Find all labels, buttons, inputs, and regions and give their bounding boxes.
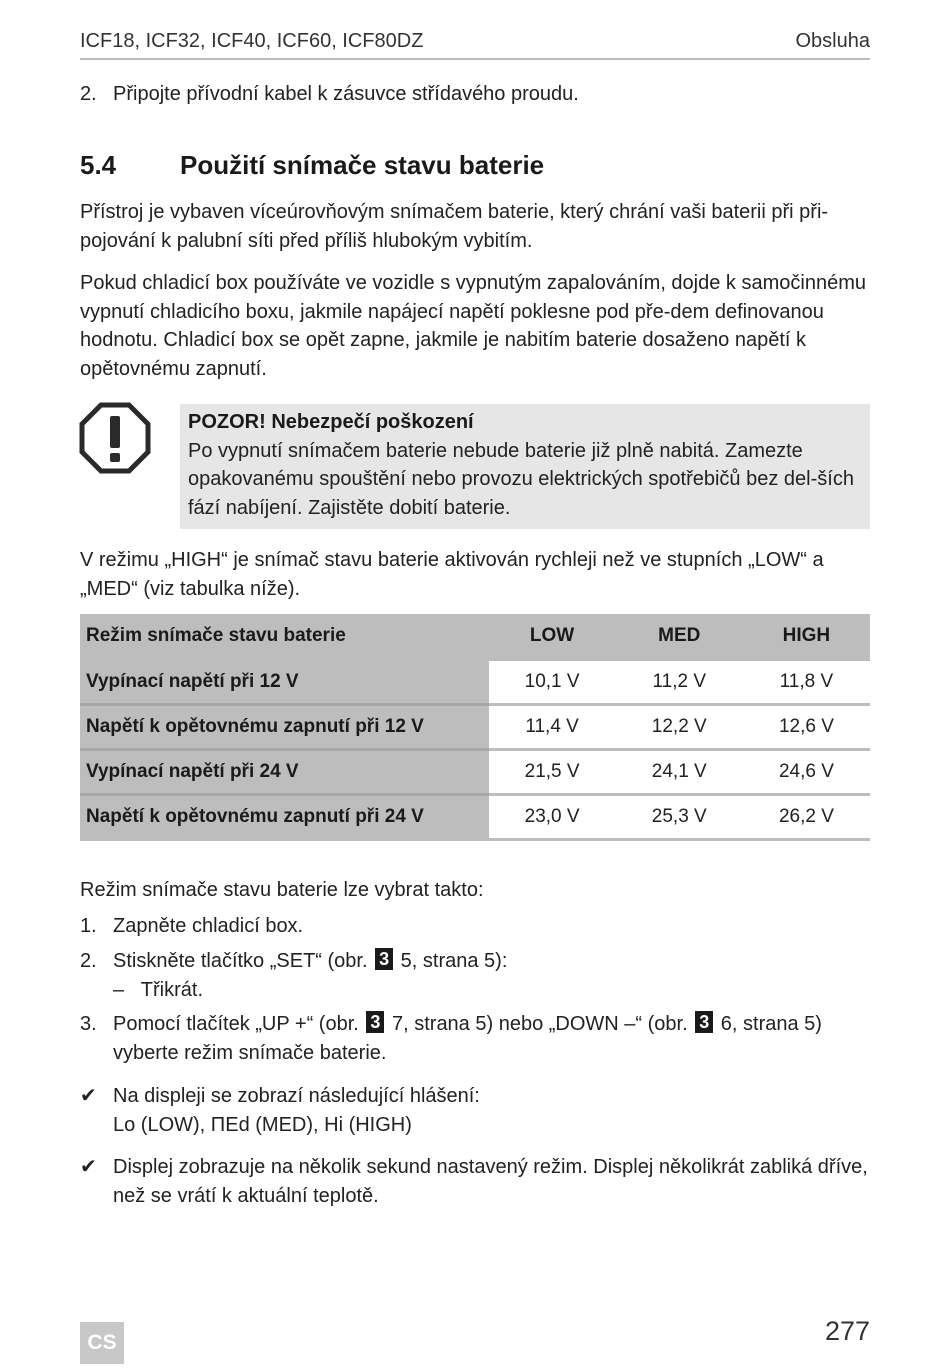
cell-high: 11,8 V <box>743 659 870 704</box>
row-label: Napětí k opětovnému zapnutí při 12 V <box>80 704 489 749</box>
warning-octagon-icon <box>79 402 151 474</box>
language-badge: CS <box>80 1322 124 1364</box>
page-header <box>80 30 870 60</box>
mode-note: V režimu „HIGH“ je snímač stavu baterie aktivován rychleji než ve stupních „LOW“ a „MED“ (viz tabulka níže). <box>80 549 824 600</box>
cell-low: 11,4 V <box>489 704 616 749</box>
cell-high: 26,2 V <box>743 794 870 839</box>
figure-badge: 3 <box>695 1011 713 1033</box>
check-text: Displej zobrazuje na několik sekund nastavený režim. Displej několikrát zabliká dříve, než se vrátí k aktuální teplotě. <box>113 1156 868 1207</box>
row-label: Napětí k opětovnému zapnutí při 24 V <box>80 794 489 839</box>
figure-badge: 3 <box>375 948 393 970</box>
checkmark-icon: ✔ <box>80 1085 97 1107</box>
step-number: 3. <box>80 1013 97 1035</box>
figure-badge: 3 <box>366 1011 384 1033</box>
warning-title: POZOR! Nebezpečí poškození <box>188 411 474 433</box>
header-models: ICF18, ICF32, ICF40, ICF60, ICF80DZ <box>80 30 424 52</box>
step-text-mid: 7, strana 5) nebo „DOWN –“ (obr. <box>391 1013 688 1035</box>
step-text-post: 5, strana 5): <box>400 950 508 972</box>
cell-low: 23,0 V <box>489 794 616 839</box>
section-title: Použití snímače stavu baterie <box>180 150 545 180</box>
table-header-med: MED <box>616 614 743 659</box>
step-number: 1. <box>80 915 97 937</box>
cell-med: 25,3 V <box>616 794 743 839</box>
substep <box>113 976 873 1005</box>
cell-low: 21,5 V <box>489 749 616 794</box>
checkmark-icon: ✔ <box>80 1156 97 1178</box>
table-row <box>80 749 870 794</box>
cell-med: 24,1 V <box>616 749 743 794</box>
section-number: 5.4 <box>80 150 117 180</box>
table-header-row <box>80 614 870 659</box>
paragraph-1: Přístroj je vybaven víceúrovňovým snímačem baterie, který chrání vaši baterii při při-pojování k palubní síti před příliš hlubokým vybitím. <box>80 201 829 252</box>
check-line-1: Na displeji se zobrazí následující hlášení: <box>113 1085 480 1107</box>
select-intro: Režim snímače stavu baterie lze vybrat takto: <box>80 879 484 901</box>
table-header-high: HIGH <box>743 614 870 659</box>
table-row <box>80 659 870 704</box>
step-text: Zapněte chladicí box. <box>113 915 304 937</box>
warning-box <box>180 404 870 529</box>
row-label: Vypínací napětí při 12 V <box>80 659 489 704</box>
warning-text: Po vypnutí snímačem baterie nebude baterie již plně nabitá. Zamezte opakovanému spouštění nebo provozu elektrických spotřebičů bez del-ších fází nabíjení. Zajistěte dobití baterie. <box>188 439 854 519</box>
step-number: 2. <box>80 950 97 972</box>
header-chapter: Obsluha <box>795 30 870 52</box>
step-text <box>113 1010 873 1067</box>
substep-text: Třikrát. <box>140 979 204 1001</box>
step-text: Připojte přívodní kabel k zásuvce střídavého proudu. <box>113 83 579 105</box>
step-text-pre: Stiskněte tlačítko „SET“ (obr. <box>113 950 368 972</box>
table-row <box>80 794 870 839</box>
step-text-pre: Pomocí tlačítek „UP +“ (obr. <box>113 1013 359 1035</box>
cell-high: 24,6 V <box>743 749 870 794</box>
table-header-low: LOW <box>489 614 616 659</box>
check-line-2: Lo (LOW), ΠEd (MED), Hi (HIGH) <box>113 1113 412 1136</box>
table-header-mode: Režim snímače stavu baterie <box>80 614 489 659</box>
check-text <box>113 1082 873 1139</box>
substep-dash: – <box>113 979 125 1001</box>
step-text-post: 6, strana 5) vyberte režim snímače baterie. <box>113 1013 822 1064</box>
page-number: 277 <box>824 1316 870 1346</box>
cell-high: 12,6 V <box>743 704 870 749</box>
step-text <box>113 947 873 976</box>
paragraph-2: Pokud chladicí box používáte ve vozidle s vypnutým zapalováním, dojde k samočinnému vypnutí chladicího boxu, jakmile napájecí napětí poklesne pod pře-dem definovanou hodnotu. Chladicí box se opět zapne, jakmile je nabitím baterie dosaženo napětí k opětovnému zapnutí. <box>80 272 866 380</box>
table-row <box>80 704 870 749</box>
cell-low: 10,1 V <box>489 659 616 704</box>
row-label: Vypínací napětí při 24 V <box>80 749 489 794</box>
step-number: 2. <box>80 83 97 105</box>
battery-sensor-table <box>80 614 870 841</box>
cell-med: 11,2 V <box>616 659 743 704</box>
cell-med: 12,2 V <box>616 704 743 749</box>
